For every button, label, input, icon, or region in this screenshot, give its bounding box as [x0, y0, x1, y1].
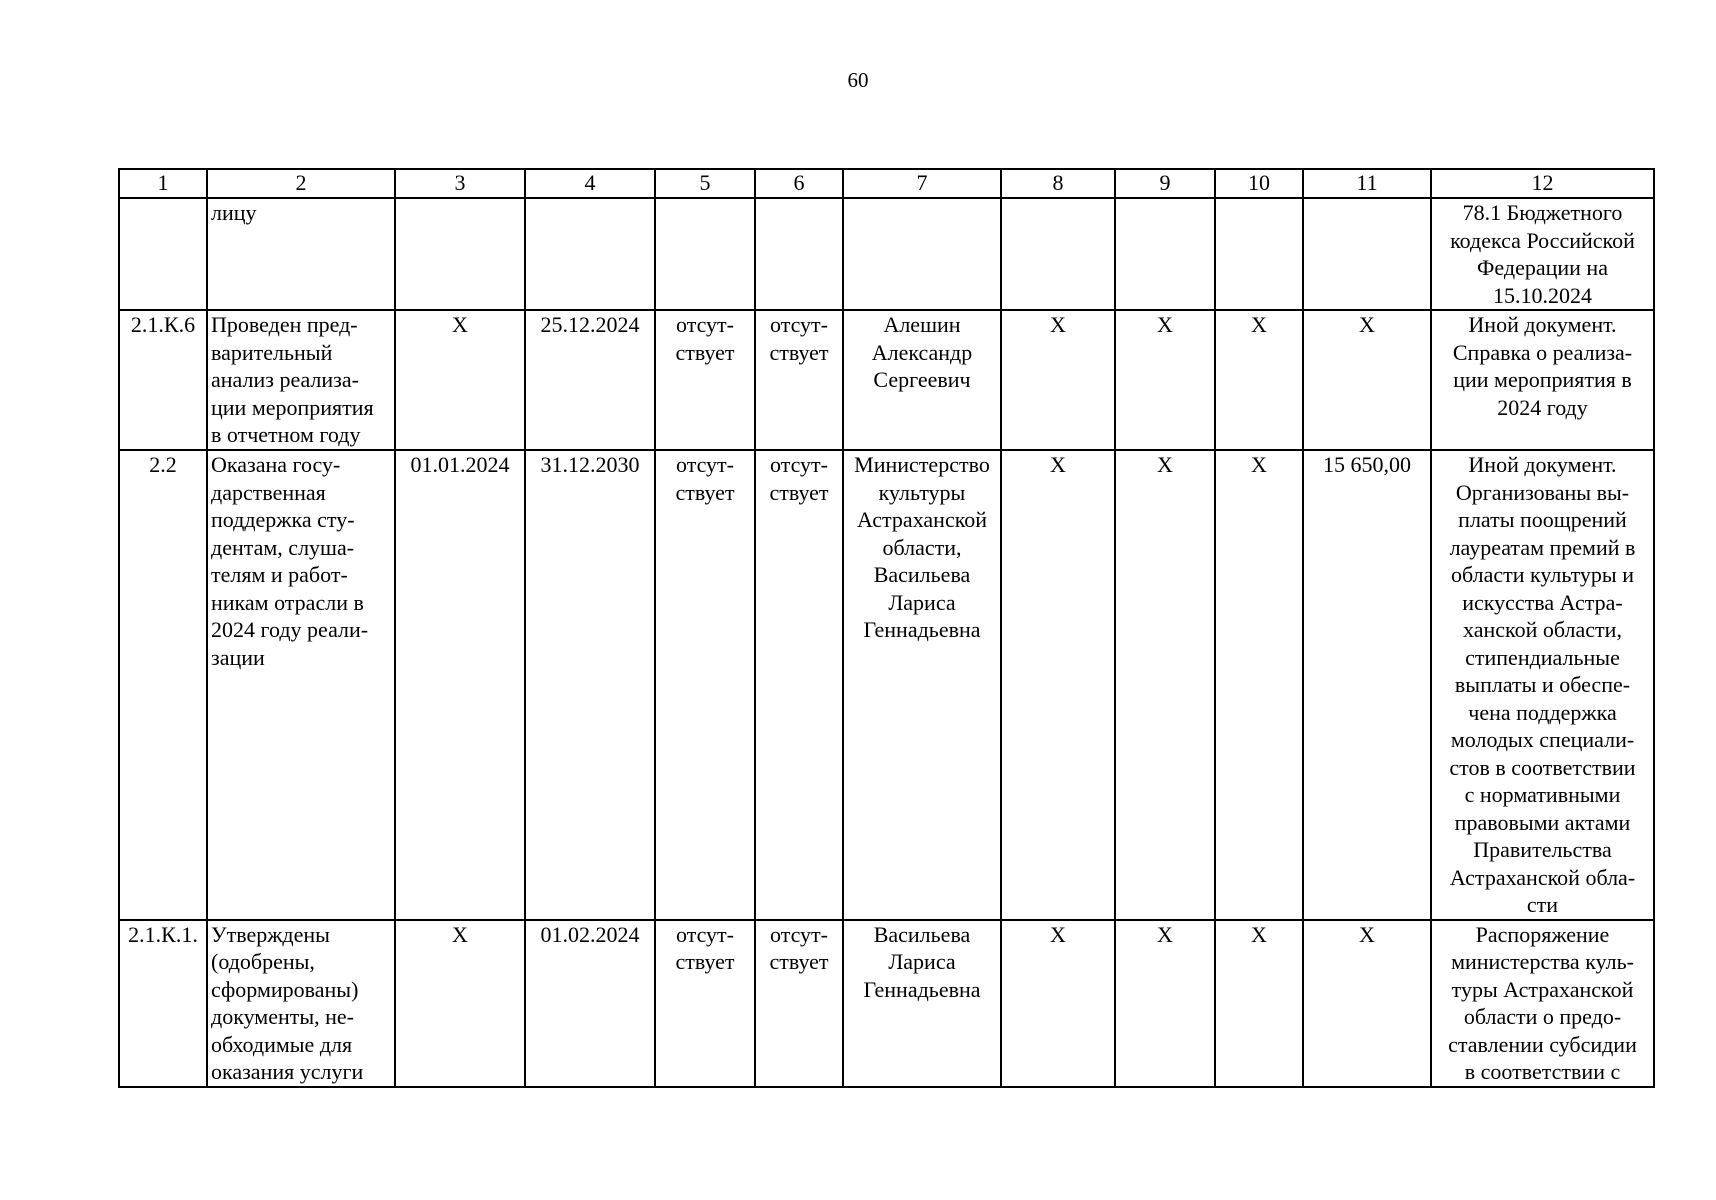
table-row: [119, 310, 1654, 450]
cell-document: Иной документ. Справка о реализа- ции мероприятия в 2024 году: [1431, 310, 1654, 450]
col-header-9: 9: [1115, 169, 1215, 198]
cell-end-date: 01.02.2024: [525, 920, 655, 1087]
cell-document: Распоряжение министерства куль- туры Астраханской области о предо- ставлении субсидии в соответствии с: [1431, 920, 1654, 1087]
cell-start-date: [395, 198, 525, 310]
cell-col8: X: [1001, 450, 1115, 920]
cell-col6: [755, 198, 843, 310]
cell-col6: отсут- ствует: [755, 920, 843, 1087]
cell-number: [119, 198, 207, 310]
cell-event-name: Утверждены (одобрены, сформированы) документы, не- обходимые для оказания услуги: [207, 920, 395, 1087]
cell-col10: X: [1215, 920, 1303, 1087]
cell-event-name: Проведен пред- варительный анализ реализа- ции мероприятия в отчетном году: [207, 310, 395, 450]
cell-end-date: 31.12.2030: [525, 450, 655, 920]
cell-col6: отсут- ствует: [755, 450, 843, 920]
cell-amount: [1303, 198, 1431, 310]
cell-start-date: X: [395, 310, 525, 450]
cell-responsible: Васильева Лариса Геннадьевна: [843, 920, 1001, 1087]
col-header-8: 8: [1001, 169, 1115, 198]
cell-col10: X: [1215, 310, 1303, 450]
cell-number: 2.2: [119, 450, 207, 920]
cell-col10: X: [1215, 450, 1303, 920]
cell-amount: X: [1303, 920, 1431, 1087]
cell-responsible: Министерство культуры Астраханской области, Васильева Лариса Геннадьевна: [843, 450, 1001, 920]
col-header-4: 4: [525, 169, 655, 198]
cell-col9: X: [1115, 450, 1215, 920]
col-header-12: 12: [1431, 169, 1654, 198]
cell-col9: X: [1115, 920, 1215, 1087]
cell-event-name: лицу: [207, 198, 395, 310]
cell-col5: отсут- ствует: [655, 450, 755, 920]
cell-end-date: [525, 198, 655, 310]
col-header-6: 6: [755, 169, 843, 198]
cell-col8: [1001, 198, 1115, 310]
cell-col8: X: [1001, 310, 1115, 450]
cell-amount: 15 650,00: [1303, 450, 1431, 920]
cell-responsible: [843, 198, 1001, 310]
cell-document: Иной документ. Организованы вы- платы поощрений лауреатам премий в области культуры и искусства Астра- ханской области, стипендиальные выплаты и обеспе- чена поддержка молодых специали- стов в соответствии с нормативными правовыми актами Правительства Астраханской обла- сти: [1431, 450, 1654, 920]
col-header-3: 3: [395, 169, 525, 198]
col-header-5: 5: [655, 169, 755, 198]
header-row: [119, 169, 1654, 198]
cell-col8: X: [1001, 920, 1115, 1087]
col-header-2: 2: [207, 169, 395, 198]
cell-col9: [1115, 198, 1215, 310]
cell-responsible: Алешин Александр Сергеевич: [843, 310, 1001, 450]
cell-start-date: X: [395, 920, 525, 1087]
col-header-7: 7: [843, 169, 1001, 198]
table-row: [119, 920, 1654, 1087]
cell-col5: отсут- ствует: [655, 310, 755, 450]
cell-end-date: 25.12.2024: [525, 310, 655, 450]
col-header-1: 1: [119, 169, 207, 198]
page-number: 60: [847, 68, 869, 92]
cell-number: 2.1.К.6: [119, 310, 207, 450]
cell-col9: X: [1115, 310, 1215, 450]
cell-event-name: Оказана госу- дарственная поддержка сту- дентам, слуша- телям и работ- никам отрасли в 2024 году реали- зации: [207, 450, 395, 920]
cell-col6: отсут- ствует: [755, 310, 843, 450]
cell-number: 2.1.К.1.: [119, 920, 207, 1087]
cell-amount: X: [1303, 310, 1431, 450]
cell-col10: [1215, 198, 1303, 310]
table-row: [119, 198, 1654, 310]
table-row: [119, 450, 1654, 920]
cell-start-date: 01.01.2024: [395, 450, 525, 920]
cell-col5: отсут- ствует: [655, 920, 755, 1087]
col-header-10: 10: [1215, 169, 1303, 198]
col-header-11: 11: [1303, 169, 1431, 198]
cell-col5: [655, 198, 755, 310]
report-table: [118, 168, 1655, 1088]
cell-document: 78.1 Бюджетного кодекса Российской Федерации на 15.10.2024: [1431, 198, 1654, 310]
